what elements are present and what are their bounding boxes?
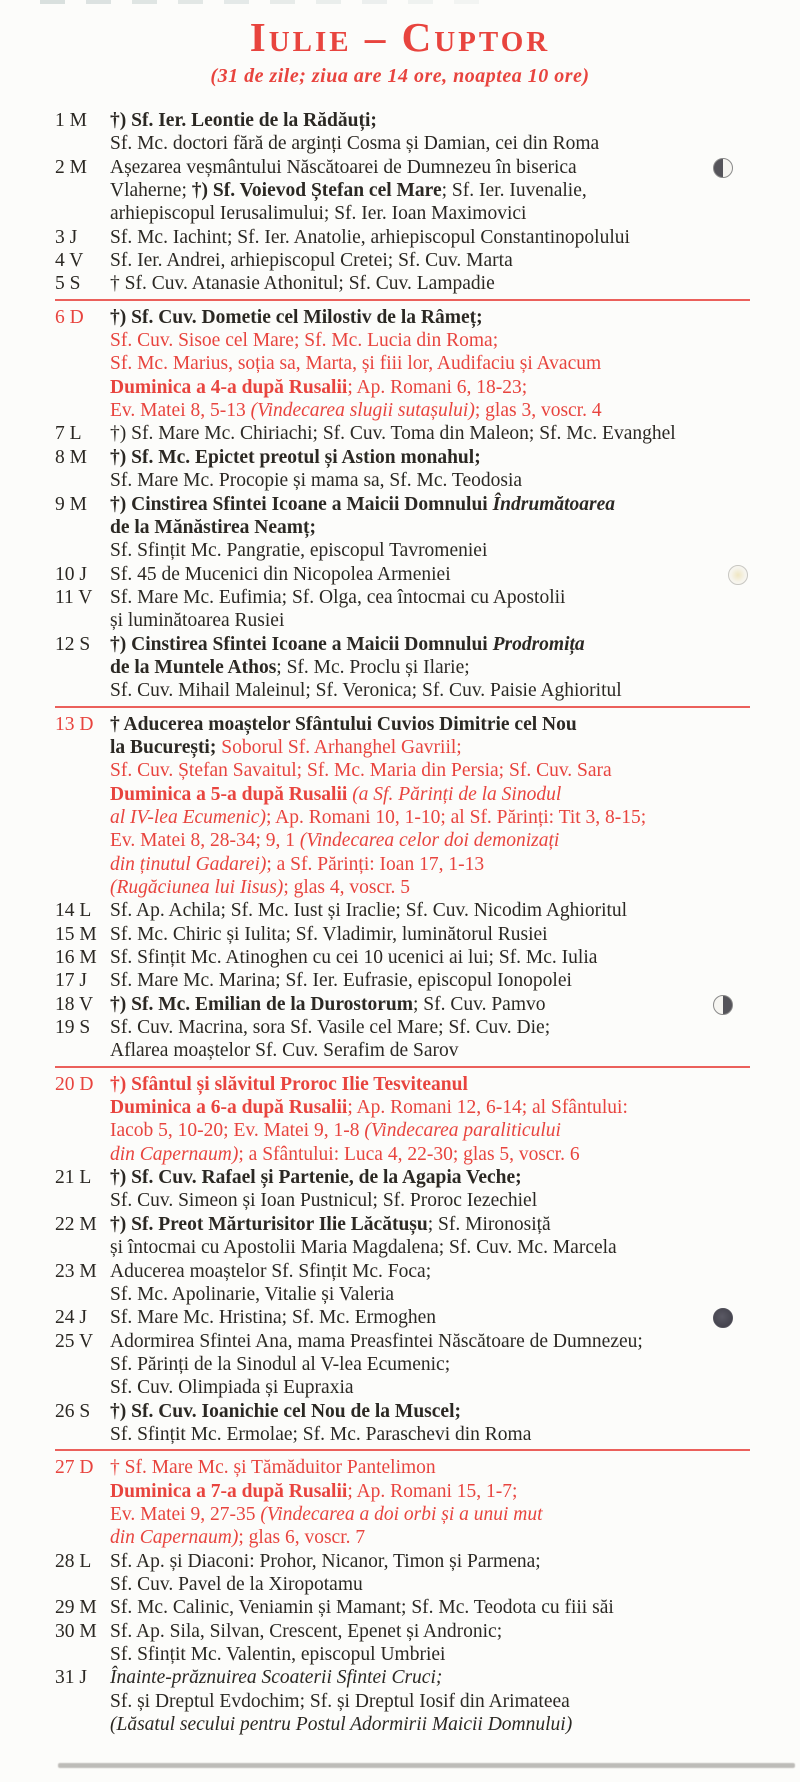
page-bottom-edge xyxy=(58,1763,795,1768)
day-label: 28 L xyxy=(55,1550,92,1572)
day-label: 24 J xyxy=(55,1307,87,1329)
day-label: 12 S xyxy=(55,633,91,655)
day-lines xyxy=(110,1400,750,1447)
text-segment: Sf. Mare Mc. Marina; Sf. Ier. Eufrasie, episcopul Ionopolei xyxy=(110,970,572,992)
day-lines xyxy=(110,1550,750,1597)
text-segment: Sf. 45 de Mucenici din Nicopolea Armeniei xyxy=(110,563,451,585)
day-line xyxy=(110,1189,750,1212)
day-line xyxy=(110,1143,750,1166)
day-line xyxy=(110,539,750,562)
text-segment: †) Sf. Ier. Leontie de la Rădăuți; xyxy=(110,110,377,131)
text-segment: Sf. Mc. Iachint; Sf. Ier. Anatolie, arhiepiscopul Constantinopolului xyxy=(110,226,630,248)
day-row xyxy=(55,493,750,563)
day-line xyxy=(110,1039,750,1062)
day-lines xyxy=(110,586,750,633)
sunday-separator xyxy=(55,1449,750,1456)
day-label: 25 V xyxy=(55,1330,94,1352)
day-line xyxy=(110,853,750,876)
day-label: 3 J xyxy=(55,226,78,248)
text-segment: † Sf. Mare Mc. și Tămăduitor Pantelimon xyxy=(110,1457,436,1479)
text-segment: (a Sf. Părinți de la Sinodul xyxy=(352,783,562,805)
day-label: 8 M xyxy=(55,446,87,468)
day-row xyxy=(55,1400,750,1447)
day-lines xyxy=(110,923,750,946)
text-segment: Iacob 5, 10-20; Ev. Matei 9, 1-8 xyxy=(110,1120,365,1142)
day-lines xyxy=(110,1213,750,1260)
day-line xyxy=(110,656,750,679)
scan-artifact xyxy=(316,0,341,4)
text-segment: Duminica a 7-a după Rusalii xyxy=(110,1480,348,1502)
last-quarter-moon-icon xyxy=(713,995,733,1015)
day-line xyxy=(110,272,750,295)
text-segment: Sf. Mc. Calinic, Veniamin și Mamant; Sf. Mc. Teodota cu fiii săi xyxy=(110,1597,614,1619)
scan-artifact xyxy=(454,0,479,4)
day-line xyxy=(110,713,750,736)
text-segment: †) Cinstirea Sfintei Icoane a Maicii Domnului xyxy=(110,633,493,655)
day-line xyxy=(110,1119,750,1142)
day-row xyxy=(55,923,750,946)
day-line xyxy=(110,1596,750,1619)
text-segment: Soborul Sf. Arhanghel Gavriil; xyxy=(221,736,462,758)
text-segment: Sf. Ier. Andrei, arhiepiscopul Cretei; Sf. Cuv. Marta xyxy=(110,250,513,272)
text-segment: Duminica a 4-a după Rusalii xyxy=(110,376,348,398)
day-row xyxy=(55,1073,750,1166)
day-label: 27 D xyxy=(55,1457,94,1479)
text-segment: Aflarea moaștelor Sf. Cuv. Serafim de Sarov xyxy=(110,1040,459,1062)
text-segment: Sf. Părinți de la Sinodul al V-lea Ecumenic; xyxy=(110,1353,451,1375)
day-label: 18 V xyxy=(55,993,94,1015)
text-segment: ; a Sfântului: Luca 4, 22-30; glas 5, voscr. 6 xyxy=(238,1143,580,1165)
text-segment: Prodromița xyxy=(492,633,585,655)
text-segment: ; a Sf. Părinți: Ioan 17, 1-13 xyxy=(266,853,485,875)
text-segment: Sf. Mare Mc. Hristina; Sf. Mc. Ermoghen xyxy=(110,1307,437,1329)
day-label: 23 M xyxy=(55,1260,97,1282)
day-label: 10 J xyxy=(55,563,87,585)
text-segment: Așezarea veșmântului Născătoarei de Dumnezeu în biserica xyxy=(110,156,577,178)
text-segment: Vlaherne; xyxy=(110,180,192,202)
text-segment: Duminica a 5-a după Rusalii xyxy=(110,783,353,805)
day-lines xyxy=(110,946,750,969)
month-subtitle: (31 de zile; ziua are 14 ore, noaptea 10 ore) xyxy=(210,65,590,87)
day-row xyxy=(55,899,750,922)
day-row xyxy=(55,586,750,633)
text-segment: ; glas 3, voscr. 4 xyxy=(474,400,602,422)
day-line xyxy=(110,759,750,782)
day-label: 19 S xyxy=(55,1017,91,1039)
day-label: 4 V xyxy=(55,250,84,272)
text-segment: și luminătoarea Rusiei xyxy=(110,610,285,632)
day-line xyxy=(110,446,750,469)
day-line xyxy=(110,132,750,155)
text-segment: †) Sf. Mc. Epictet preotul și Astion monahul; xyxy=(110,446,481,468)
scan-artifact xyxy=(132,0,157,4)
day-line xyxy=(110,1073,750,1096)
day-line xyxy=(110,1016,750,1039)
day-line xyxy=(110,946,750,969)
day-label: 5 S xyxy=(55,273,81,295)
day-line xyxy=(110,469,750,492)
day-label: 29 M xyxy=(55,1597,97,1619)
sunday-separator xyxy=(55,706,750,713)
text-segment: †) Sf. Mc. Emilian de la Durostorum xyxy=(110,993,413,1015)
text-segment: Sf. Cuv. Macrina, sora Sf. Vasile cel Mare; Sf. Cuv. Die; xyxy=(110,1017,551,1039)
day-line xyxy=(110,1643,750,1666)
day-lines xyxy=(110,109,750,156)
page-header xyxy=(0,0,800,88)
day-line xyxy=(110,422,750,445)
text-segment: Îndrumătoarea xyxy=(492,493,616,515)
day-line xyxy=(110,783,750,806)
day-label: 31 J xyxy=(55,1667,87,1689)
text-segment: la București; xyxy=(110,736,222,758)
day-label: 1 M xyxy=(55,110,87,131)
day-lines xyxy=(110,226,750,249)
text-segment: Ev. Matei 9, 27-35 xyxy=(110,1503,261,1525)
day-row xyxy=(55,1620,750,1667)
day-label: 7 L xyxy=(55,423,82,445)
day-row xyxy=(55,563,750,586)
day-line xyxy=(110,1573,750,1596)
day-row xyxy=(55,946,750,969)
day-label: 26 S xyxy=(55,1400,91,1422)
day-line xyxy=(110,1213,750,1236)
day-lines xyxy=(110,633,750,703)
day-label: 16 M xyxy=(55,947,97,969)
day-lines xyxy=(110,493,750,563)
day-line xyxy=(110,1456,750,1479)
day-lines xyxy=(110,1306,750,1329)
day-row xyxy=(55,993,750,1016)
day-line xyxy=(110,329,750,352)
day-lines xyxy=(110,1456,750,1549)
day-lines xyxy=(110,1620,750,1667)
text-segment: Sf. Sfințit Mc. Pangratie, episcopul Tavromeniei xyxy=(110,540,488,562)
text-segment: Sf. Sfințit Mc. Atinoghen cu cei 10 ucenici ai lui; Sf. Mc. Iulia xyxy=(110,947,598,969)
text-segment: din ținutul Gadarei) xyxy=(110,853,267,875)
text-segment: †) Sf. Preot Mărturisitor Ilie Lăcătușu xyxy=(110,1213,428,1235)
day-row xyxy=(55,306,750,423)
day-line xyxy=(110,376,750,399)
day-line xyxy=(110,1526,750,1549)
day-lines xyxy=(110,446,750,493)
day-line xyxy=(110,399,750,422)
day-line xyxy=(110,969,750,992)
text-segment: ; Sf. Mironosiță xyxy=(427,1213,551,1235)
day-label: 22 M xyxy=(55,1213,97,1235)
day-lines xyxy=(110,156,750,226)
day-row xyxy=(55,713,750,900)
day-line xyxy=(110,679,750,702)
day-label: 14 L xyxy=(55,900,92,922)
day-row xyxy=(55,1330,750,1400)
text-segment: ; Sf. Ier. Iuvenalie, xyxy=(441,180,587,202)
text-segment: Sf. Sfințit Mc. Valentin, episcopul Umbriei xyxy=(110,1644,446,1665)
text-segment: Sf. Ap. și Diaconi: Prohor, Nicanor, Timon și Parmena; xyxy=(110,1550,541,1572)
day-line xyxy=(110,1713,750,1736)
day-line xyxy=(110,1236,750,1259)
day-row xyxy=(55,1596,750,1619)
day-row xyxy=(55,1550,750,1597)
day-label: 30 M xyxy=(55,1620,97,1642)
text-segment: Sf. Ap. Achila; Sf. Mc. Iust și Iraclie; Sf. Cuv. Nicodim Aghioritul xyxy=(110,900,628,922)
text-segment: ; Sf. Mc. Proclu și Ilarie; xyxy=(276,656,470,678)
day-lines xyxy=(110,899,750,922)
day-line xyxy=(110,1480,750,1503)
day-label: 20 D xyxy=(55,1073,94,1095)
text-segment: Sf. și Dreptul Evdochim; Sf. și Dreptul Iosif din Arimateea xyxy=(110,1690,570,1712)
day-lines xyxy=(110,993,750,1016)
day-label: 11 V xyxy=(55,586,93,608)
day-label: 6 D xyxy=(55,306,84,328)
day-lines xyxy=(110,1166,750,1213)
day-line xyxy=(110,179,750,202)
text-segment: ; Sf. Cuv. Pamvo xyxy=(412,993,546,1015)
scan-artifact xyxy=(362,0,387,4)
day-line xyxy=(110,1376,750,1399)
day-line xyxy=(110,1423,750,1446)
day-row xyxy=(55,1260,750,1307)
month-title: Iulie – Cuptor xyxy=(249,14,551,60)
day-row xyxy=(55,156,750,226)
day-line xyxy=(110,1330,750,1353)
day-lines xyxy=(110,563,750,586)
day-lines xyxy=(110,249,750,272)
day-lines xyxy=(110,969,750,992)
text-segment: †) Sfântul și slăvitul Proroc Ilie Tesviteanul xyxy=(110,1073,468,1095)
day-lines xyxy=(110,1016,750,1063)
day-line xyxy=(110,109,750,132)
day-lines xyxy=(110,1330,750,1400)
day-line xyxy=(110,633,750,656)
text-segment: ; Ap. Romani 12, 6-14; al Sfântului: xyxy=(347,1097,628,1119)
text-segment: †) Sf. Cuv. Dometie cel Milostiv de la Râmeț; xyxy=(110,306,483,328)
scan-artifact xyxy=(178,0,203,4)
day-label: 13 D xyxy=(55,713,94,735)
day-line xyxy=(110,829,750,852)
day-line xyxy=(110,1690,750,1713)
text-segment: Sf. Mc. Chiric și Iulita; Sf. Vladimir, luminătorul Rusiei xyxy=(110,923,548,945)
text-segment: (Vindecarea slugii sutașului) xyxy=(250,400,475,422)
day-lines xyxy=(110,1596,750,1619)
text-segment: ; Ap. Romani 15, 1-7; xyxy=(347,1480,518,1502)
day-row xyxy=(55,1456,750,1549)
scan-artifact xyxy=(270,0,295,4)
text-segment: Sf. Cuv. Sisoe cel Mare; Sf. Mc. Lucia din Roma; xyxy=(110,330,499,352)
day-lines xyxy=(110,422,750,445)
day-line xyxy=(110,563,750,586)
day-line xyxy=(110,306,750,329)
day-row xyxy=(55,1016,750,1063)
text-segment: † Sf. Cuv. Atanasie Athonitul; Sf. Cuv. Lampadie xyxy=(110,273,495,295)
day-label: 17 J xyxy=(55,970,87,992)
day-line xyxy=(110,352,750,375)
text-segment: ; glas 4, voscr. 5 xyxy=(283,877,411,898)
day-row xyxy=(55,249,750,272)
day-line xyxy=(110,1096,750,1119)
day-line xyxy=(110,493,750,516)
day-row xyxy=(55,446,750,493)
day-line xyxy=(110,1400,750,1423)
day-line xyxy=(110,876,750,899)
text-segment: Sf. Cuv. Simeon și Ioan Pustnicul; Sf. Proroc Iezechiel xyxy=(110,1190,538,1212)
text-segment: Sf. Mc. Apolinarie, Vitalie și Valeria xyxy=(110,1283,395,1305)
day-line xyxy=(110,202,750,225)
day-row xyxy=(55,633,750,703)
text-segment: ; glas 6, voscr. 7 xyxy=(238,1527,366,1549)
day-line xyxy=(110,586,750,609)
text-segment: Adormirea Sfintei Ana, mama Preasfintei Născătoare de Dumnezeu; xyxy=(110,1330,643,1352)
day-row xyxy=(55,109,750,156)
text-segment: Sf. Mc. doctori fără de arginți Cosma și Damian, cei din Roma xyxy=(110,133,600,155)
day-line xyxy=(110,1260,750,1283)
day-line xyxy=(110,1166,750,1189)
day-row xyxy=(55,1166,750,1213)
text-segment: Sf. Mc. Marius, soția sa, Marta, și fiii lor, Audifaciu și Avacum xyxy=(110,353,602,375)
day-line xyxy=(110,226,750,249)
text-segment: din Capernaum) xyxy=(110,1143,239,1165)
text-segment: †) Sf. Cuv. Rafael și Partenie, de la Agapia Veche; xyxy=(110,1167,522,1189)
text-segment: (Rugăciunea lui Iisus) xyxy=(110,877,284,898)
day-line xyxy=(110,1666,750,1689)
text-segment: (Vindecarea a doi orbi și a unui mut xyxy=(260,1503,543,1525)
text-segment: ; Ap. Romani 6, 18-23; xyxy=(347,376,528,398)
day-label: 21 L xyxy=(55,1167,92,1189)
text-segment: †) Cinstirea Sfintei Icoane a Maicii Domnului xyxy=(110,493,493,515)
text-segment: †) Sf. Mare Mc. Chiriachi; Sf. Cuv. Toma din Maleon; Sf. Mc. Evanghel xyxy=(110,423,676,445)
text-segment: arhiepiscopul Ierusalimului; Sf. Ier. Ioan Maximovici xyxy=(110,203,527,225)
text-segment: †) Sf. Cuv. Ioanichie cel Nou de la Muscel; xyxy=(110,1400,461,1422)
day-line xyxy=(110,609,750,632)
sunday-separator xyxy=(55,1066,750,1073)
text-segment: și întocmai cu Apostolii Maria Magdalena; Sf. Cuv. Mc. Marcela xyxy=(110,1237,617,1259)
day-line xyxy=(110,1550,750,1573)
day-line xyxy=(110,249,750,272)
day-line xyxy=(110,1620,750,1643)
text-segment: din Capernaum) xyxy=(110,1527,239,1549)
text-segment: Sf. Cuv. Ștefan Savaitul; Sf. Mc. Maria din Persia; Sf. Cuv. Sara xyxy=(110,760,612,782)
day-line xyxy=(110,516,750,539)
day-line xyxy=(110,923,750,946)
day-lines xyxy=(110,1260,750,1307)
scan-artifact xyxy=(40,0,65,4)
full-moon-icon xyxy=(728,565,748,585)
text-segment: Aducerea moaștelor Sf. Sfințit Mc. Foca; xyxy=(110,1260,432,1282)
day-line xyxy=(110,1503,750,1526)
day-row xyxy=(55,226,750,249)
day-row xyxy=(55,1666,750,1736)
sunday-separator xyxy=(55,299,750,306)
text-segment: Sf. Cuv. Olimpiada și Eupraxia xyxy=(110,1377,354,1399)
day-line xyxy=(110,1283,750,1306)
day-line xyxy=(110,156,750,179)
text-segment: de la Mănăstirea Neamț; xyxy=(110,516,316,538)
day-row xyxy=(55,422,750,445)
day-lines xyxy=(110,306,750,423)
text-segment: (Vindecarea paraliticului xyxy=(364,1120,561,1142)
day-line xyxy=(110,899,750,922)
day-lines xyxy=(110,1666,750,1736)
text-segment: Sf. Ap. Sila, Silvan, Crescent, Epenet și Andronic; xyxy=(110,1620,503,1642)
day-lines xyxy=(110,272,750,295)
text-segment: Duminica a 6-a după Rusalii xyxy=(110,1097,348,1119)
text-segment: Sf. Sfințit Mc. Ermolae; Sf. Mc. Paraschevi din Roma xyxy=(110,1423,532,1445)
scan-artifact xyxy=(224,0,249,4)
text-segment: Sf. Cuv. Pavel de la Xiropotamu xyxy=(110,1573,363,1595)
day-line xyxy=(110,1353,750,1376)
day-row xyxy=(55,1213,750,1260)
text-segment: Ev. Matei 8, 28-34; 9, 1 xyxy=(110,830,300,852)
text-segment: Sf. Cuv. Mihail Maleinul; Sf. Veronica; Sf. Cuv. Paisie Aghioritul xyxy=(110,680,622,702)
day-line xyxy=(110,993,750,1016)
text-segment: Sf. Mare Mc. Eufimia; Sf. Olga, cea întocmai cu Apostolii xyxy=(110,586,566,608)
day-line xyxy=(110,806,750,829)
text-segment: Înainte-prăznuirea Scoaterii Sfintei Cruci; xyxy=(110,1667,443,1689)
text-segment: Ev. Matei 8, 5-13 xyxy=(110,400,251,422)
day-row xyxy=(55,1306,750,1329)
scan-artifact xyxy=(86,0,111,4)
day-row xyxy=(55,969,750,992)
day-label: 15 M xyxy=(55,923,97,945)
first-quarter-moon-icon xyxy=(713,158,733,178)
scan-artifact xyxy=(408,0,433,4)
day-list xyxy=(55,109,750,1736)
text-segment: (Vindecarea celor doi demonizați xyxy=(299,830,560,852)
text-segment: Sf. Mare Mc. Procopie și mama sa, Sf. Mc. Teodosia xyxy=(110,470,523,492)
text-segment: (Lăsatul secului pentru Postul Adormirii Maicii Domnului) xyxy=(110,1714,573,1736)
text-segment: † Aducerea moaștelor Sfântului Cuvios Dimitrie cel Nou xyxy=(110,713,577,735)
text-segment: de la Muntele Athos xyxy=(110,656,277,678)
day-line xyxy=(110,1306,750,1329)
day-lines xyxy=(110,1073,750,1166)
day-row xyxy=(55,272,750,295)
day-label: 2 M xyxy=(55,156,87,178)
day-lines xyxy=(110,713,750,900)
day-label: 9 M xyxy=(55,493,87,515)
text-segment: ; Ap. Romani 10, 1-10; al Sf. Părinți: Tit 3, 8-15; xyxy=(265,806,647,828)
text-segment: al IV-lea Ecumenic) xyxy=(110,806,266,828)
text-segment: †) Sf. Voievod Ștefan cel Mare xyxy=(191,180,442,202)
day-line xyxy=(110,736,750,759)
